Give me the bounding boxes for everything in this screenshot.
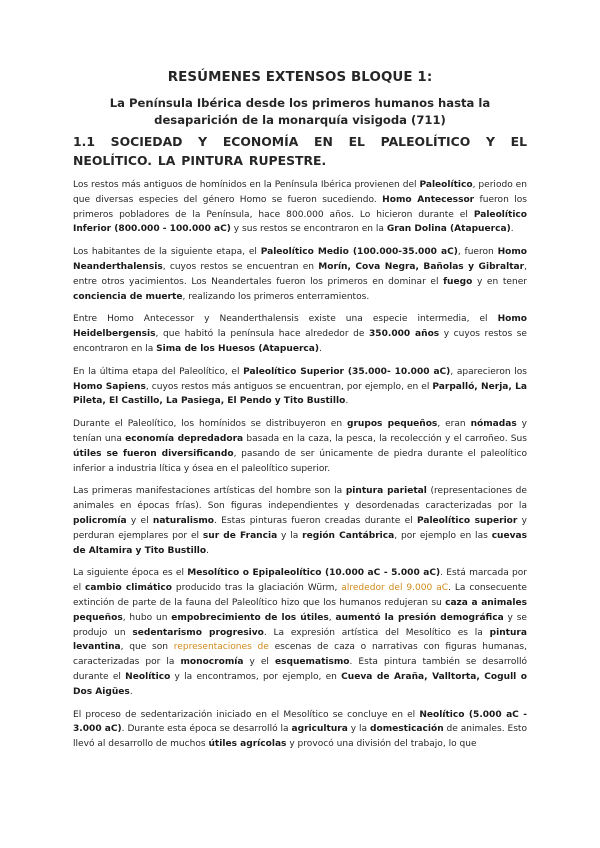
bold-text: Mesolítico o Epipaleolítico (10.000 aC - 5.000 aC) [187, 568, 441, 579]
paragraph [73, 365, 527, 409]
text-run: y cuyos restos se encontraron en la [73, 329, 527, 354]
text-run: y perduran ejemplares por el [73, 515, 528, 541]
text-run: , periodo en que diversas especies del género Homo se fueron sucediendo. [73, 180, 527, 205]
bold-text: Morín, Cova Negra, Bañolas y Gibraltar [318, 261, 525, 272]
bold-text: monocromía [180, 657, 244, 668]
bold-text: Neolítico (5.000 aC - 3.000 aC) [73, 709, 527, 735]
bold-text: sedentarismo progresivo [132, 627, 264, 638]
paragraph [73, 708, 527, 752]
text-run: de animales. Esto llevó al desarrollo de muchos [73, 724, 527, 750]
text-run: y el [243, 657, 275, 668]
page-subtitle: La Península Ibérica desde los primeros humanos hasta la desaparición de la monarquía visigoda (711) [109, 96, 491, 127]
bold-text: Gran Dolina (Atapuerca) [386, 224, 511, 235]
text-run: escenas de caza o narrativas con figuras humanas, caracterizadas por la [73, 642, 527, 668]
page-title: RESÚMENES EXTENSOS BLOQUE 1: [167, 70, 433, 85]
bold-text: Homo Neanderthalensis [73, 247, 527, 272]
text-run: . [510, 224, 514, 235]
bold-text: caza a animales pequeños [73, 597, 527, 623]
text-run: (representaciones de animales en épocas frías). Son figuras independientes y desordenadas caracterizadas por la [73, 486, 527, 512]
bold-text: Parpalló, Nerja, La Pileta, El Castillo, La Pasiega, El Pendo y Tito Bustillo [73, 381, 527, 407]
bold-text: cambio climático [85, 583, 172, 594]
text-run: . Está marcada por el [73, 568, 528, 594]
paragraph [73, 417, 527, 476]
text-run: y en tener [472, 276, 527, 287]
text-run: , que son [120, 642, 174, 653]
text-run: Las primeras manifestaciones artísticas del hombre son la [73, 486, 346, 497]
text-run: . [129, 686, 133, 697]
paragraph [73, 245, 527, 304]
text-run: y se produjo un [73, 612, 527, 638]
text-run: . La expresión artística del Mesolítico es la [263, 627, 490, 638]
text-run: El proceso de sedentarización iniciado en el Mesolítico se concluye en el [73, 709, 420, 720]
text-run: , fueron [457, 247, 498, 258]
bold-text: naturalismo [152, 515, 214, 526]
paragraph [73, 484, 527, 558]
bold-text: Homo Antecessor [382, 194, 475, 205]
text-run: fueron los primeros pobladores de la Península, hace 800.000 años. Lo hicieron durante el [73, 194, 527, 220]
text-run: y la encontramos, por ejemplo, en [170, 671, 342, 682]
text-run: . Esta pintura también se desarrolló durante el [73, 657, 528, 682]
bold-text: Paleolítico [419, 180, 473, 190]
bold-text: útiles agrícolas [208, 739, 287, 750]
section-heading: 1.1 SOCIEDAD Y ECONOMÍA EN EL PALEOLÍTICO Y EL NEOLÍTICO. LA PINTURA RUPESTRE. [73, 134, 527, 168]
text-run: En la última etapa del Paleolítico, el [73, 366, 244, 377]
bold-text: región Cantábrica [302, 530, 395, 541]
text-run: , hubo un [122, 612, 172, 623]
text-run: Los restos más antiguos de homínidos en la Península Ibérica provienen del [73, 180, 420, 190]
bold-text: aumentó la presión demográfica [335, 612, 504, 623]
text-run: y sus restos se encontraron en la [230, 224, 387, 235]
text-run: Durante el Paleolítico, los homínidos se distribuyeron en [73, 419, 347, 430]
document-body [73, 178, 527, 752]
text-run: y la [347, 724, 370, 735]
text-run: , que habitó la península hace alrededor de [155, 329, 369, 340]
text-run: y la [277, 530, 303, 541]
highlighted-text: alrededor del 9.000 aC [341, 583, 449, 594]
text-run: , eran [437, 419, 471, 430]
bold-text: esquematismo [274, 657, 350, 668]
text-run: . [319, 343, 322, 354]
text-run: , pasando de ser únicamente de piedra durante el paleolítico inferior a industria lítica y ósea en el paleolítico superior. [73, 448, 528, 474]
bold-text: Homo Sapiens [73, 381, 146, 392]
paragraph [73, 178, 527, 237]
bold-text: Neolítico [125, 671, 171, 682]
text-run: Los habitantes de la siguiente etapa, el [73, 247, 261, 258]
text-run: y provocó una división del trabajo, lo que [286, 739, 477, 750]
bold-text: fuego [443, 276, 473, 287]
paragraph [73, 566, 527, 699]
bold-text: Paleolítico Superior (35.000- 10.000 aC) [243, 366, 451, 377]
bold-text: policromía [73, 515, 127, 526]
text-run: producido tras la glaciación Würm, [171, 583, 342, 594]
text-run: y tenían una [73, 419, 527, 444]
bold-text: conciencia de muerte [73, 291, 183, 302]
bold-text: Paleolítico superior [416, 515, 518, 526]
bold-text: empobrecimiento de los útiles [171, 612, 329, 623]
bold-text: nómadas [470, 419, 517, 430]
bold-text: economía depredadora [125, 433, 244, 444]
text-run: Entre Homo Antecessor y Neanderthalensis existe una especie intermedia, el [73, 314, 498, 325]
bold-text: Paleolítico Medio (100.000-35.000 aC) [260, 247, 458, 258]
text-run: . [206, 545, 210, 556]
text-run: , cuyos restos más antiguos se encuentran, por ejemplo, en el [145, 381, 433, 392]
bold-text: pintura parietal [345, 486, 427, 497]
bold-text: Cueva de Araña, Valltorta, Cogull o Dos Aigües [73, 671, 528, 697]
text-run: . Durante esta época se desarrolló la [121, 724, 292, 735]
bold-text: Homo Heidelbergensis [73, 314, 527, 340]
bold-text: cuevas de Altamira y Tito Bustillo [73, 530, 528, 556]
bold-text: grupos pequeños [346, 419, 438, 430]
highlighted-text: representaciones de [173, 642, 269, 653]
bold-text: Sima de los Huesos (Atapuerca) [156, 343, 320, 354]
text-run: . La consecuente extinción de parte de la fauna del Paleolítico hizo que los humanos redujeran su [73, 583, 527, 608]
text-run: La siguiente época es el [73, 568, 188, 579]
text-run: , aparecieron los [450, 366, 527, 377]
bold-text: Paleolítico Inferior (800.000 - 100.000 aC) [73, 209, 527, 235]
bold-text: domesticación [370, 724, 444, 735]
bold-text: pintura levantina [73, 627, 527, 653]
bold-text: agricultura [291, 724, 348, 735]
text-run: , cuyos restos se encuentran en [162, 261, 319, 272]
text-run: y el [126, 515, 153, 526]
text-run: , por ejemplo en las [394, 530, 492, 541]
bold-text: útiles se fueron diversificando [73, 448, 234, 459]
text-run: basada en la caza, la pesca, la recolección y el carroñeo. Sus [243, 433, 527, 444]
paragraph [73, 312, 527, 356]
text-run: , realizando los primeros enterramientos. [182, 291, 370, 302]
text-run: , entre otros yacimientos. Los Neandertales fueron los primeros en dominar el [73, 261, 528, 287]
text-run: , [328, 612, 336, 623]
text-run: . Estas pinturas fueron creadas durante el [214, 515, 417, 526]
bold-text: sur de Francia [202, 530, 278, 541]
text-run: . [345, 396, 349, 407]
bold-text: 350.000 años [369, 329, 440, 340]
